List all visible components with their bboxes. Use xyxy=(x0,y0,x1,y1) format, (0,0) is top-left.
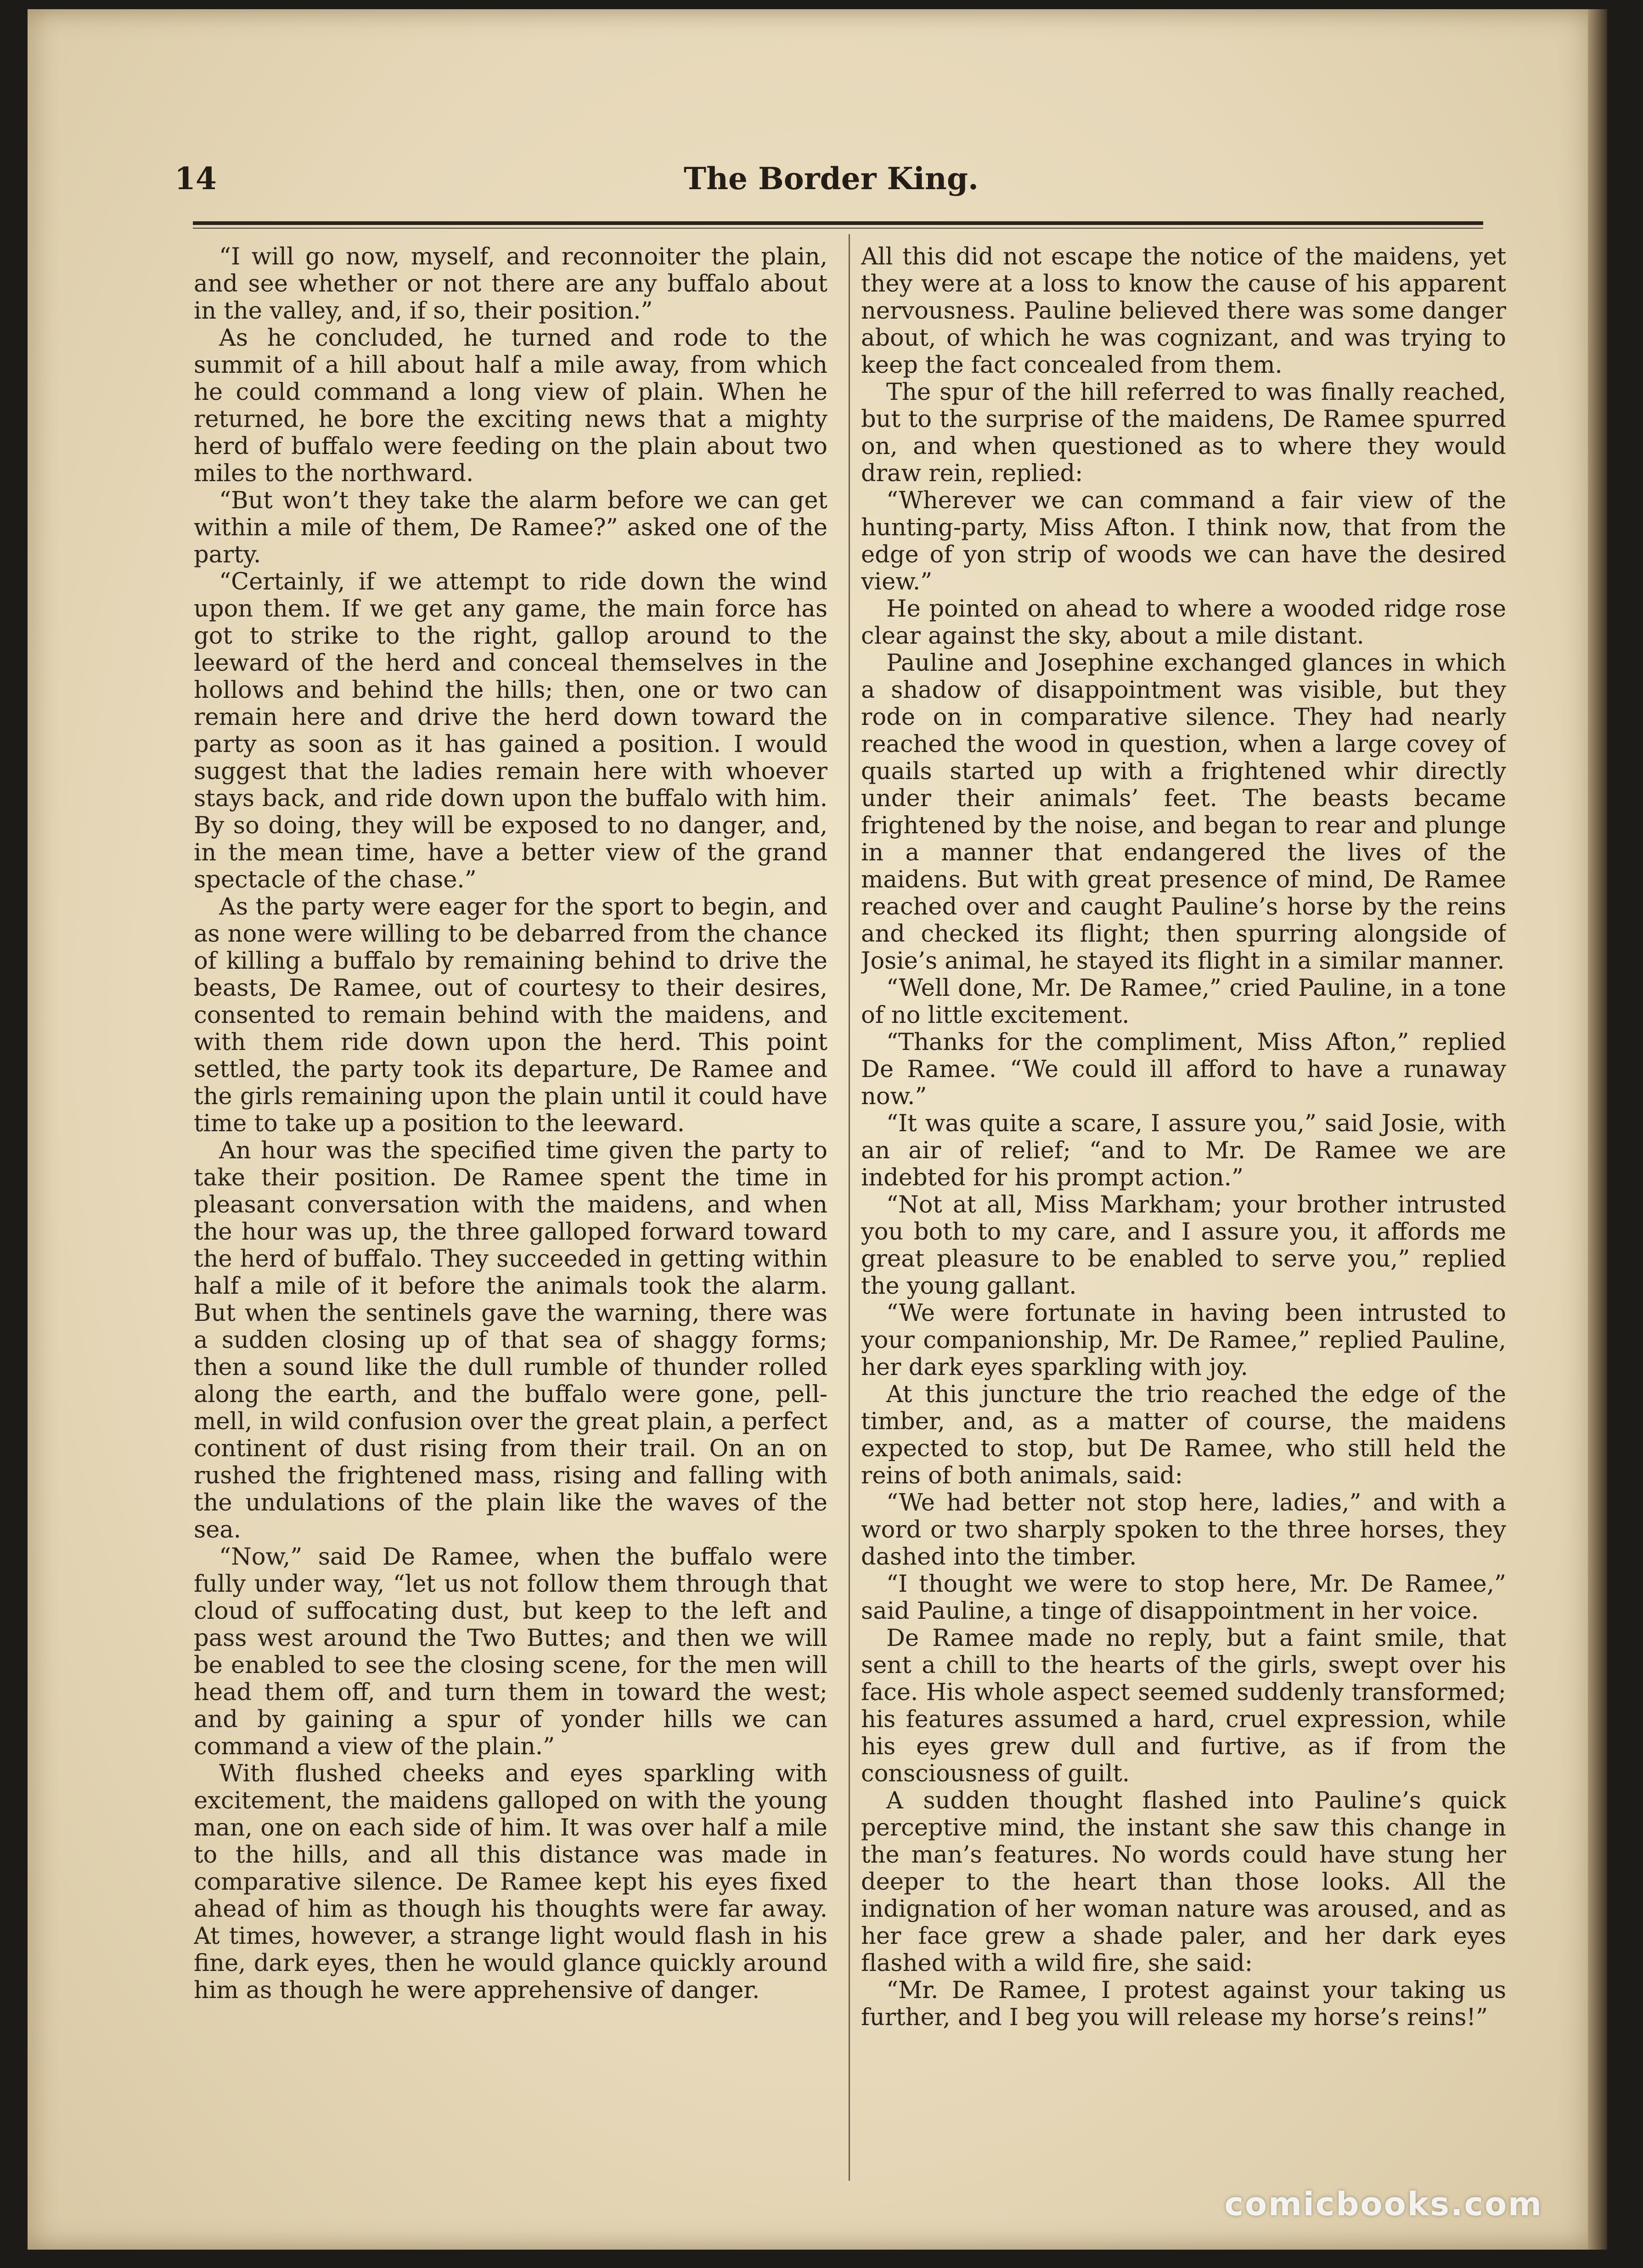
paragraph: As the party were eager for the sport to begin, and as none were willing to be debarred from the chance of killing a buffalo by remaining behind to drive the beasts, De Ramee, out of courtesy to their desires, consented to remain behind with the maidens, and with them ride down upon the herd. This point settled, the party took its departure, De Ramee and the girls remaining upon the plain until it could have time to take up a position to the leeward. xyxy=(194,893,827,1137)
paragraph: The spur of the hill referred to was finally reached, but to the surprise of the maidens, De Ramee spurred on, and when questioned as to where they would draw rein, replied: xyxy=(861,379,1506,487)
paragraph: With flushed cheeks and eyes sparkling with excitement, the maidens galloped on with the young man, one on each side of him. It was over half a mile to the hills, and all this distance was made in comparative silence. De Ramee kept his eyes fixed ahead of him as though his thoughts were far away. At times, however, a strange light would flash in his fine, dark eyes, then he would glance quickly around him as though he were apprehensive of danger. xyxy=(194,1760,827,2004)
page-number: 14 xyxy=(174,161,217,196)
paragraph: “Well done, Mr. De Ramee,” cried Pauline, in a tone of no little excitement. xyxy=(861,975,1506,1029)
paragraph: Pauline and Josephine exchanged glances in which a shadow of disappointment was visible, but they rode on in comparative silence. They had nearly reached the wood in question, when a large covey of quails started up with a frightened whir directly under their animals’ feet. The beasts became frightened by the noise, and began to rear and plunge in a manner that endangered the lives of the maidens. But with great presence of mind, De Ramee reached over and caught Pauline’s horse by the reins and checked its flight; then spurring alongside of Josie’s animal, he stayed its flight in a similar manner. xyxy=(861,650,1506,975)
paragraph: “Now,” said De Ramee, when the buffalo were fully under way, “let us not follow them through that cloud of suffocating dust, but keep to the left and pass west around the Two Buttes; and then we will be enabled to see the closing scene, for the men will head them off, and turn them in toward the west; and by gaining a spur of yonder hills we can command a view of the plain.” xyxy=(194,1544,827,1760)
running-title: The Border King. xyxy=(683,161,979,196)
paragraph: At this juncture the trio reached the edge of the timber, and, as a matter of course, the maidens expected to stop, but De Ramee, who still held the reins of both animals, said: xyxy=(861,1381,1506,1489)
paragraph: “I thought we were to stop here, Mr. De Ramee,” said Pauline, a tinge of disappointment in her voice. xyxy=(861,1571,1506,1625)
paragraph: “We were fortunate in having been intrusted to your companionship, Mr. De Ramee,” replied Pauline, her dark eyes sparkling with joy. xyxy=(861,1300,1506,1381)
paragraph: A sudden thought flashed into Pauline’s quick perceptive mind, the instant she saw this change in the man’s features. No words could have stung her deeper to the heart than those looks. All the indignation of her woman nature was aroused, and as her face grew a shade paler, and her dark eyes flashed with a wild fire, she said: xyxy=(861,1787,1506,1977)
paragraph: All this did not escape the notice of the maidens, yet they were at a loss to know the cause of his apparent nervousness. Pauline believed there was some danger about, of which he was cognizant, and was trying to keep the fact concealed from them. xyxy=(861,243,1506,379)
paragraph: “Thanks for the compliment, Miss Afton,” replied De Ramee. “We could ill afford to have a runaway now.” xyxy=(861,1029,1506,1110)
page-header xyxy=(174,161,1488,216)
paragraph: “Wherever we can command a fair view of the hunting-party, Miss Afton. I think now, that from the edge of yon strip of woods we can have the desired view.” xyxy=(861,487,1506,595)
paragraph: “Not at all, Miss Markham; your brother intrusted you both to my care, and I assure you, it affords me great pleasure to be enabled to serve you,” replied the young gallant. xyxy=(861,1191,1506,1300)
paragraph: De Ramee made no reply, but a faint smile, that sent a chill to the hearts of the girls, swept over his face. His whole aspect seemed suddenly transformed; his features assumed a hard, cruel expression, while his eyes grew dull and furtive, as if from the consciousness of guilt. xyxy=(861,1625,1506,1787)
paragraph: He pointed on ahead to where a wooded ridge rose clear against the sky, about a mile distant. xyxy=(861,595,1506,650)
paragraph: “I will go now, myself, and reconnoiter the plain, and see whether or not there are any buffalo about in the valley, and, if so, their position.” xyxy=(194,243,827,325)
header-rule-thin xyxy=(193,228,1483,229)
magazine-page xyxy=(28,9,1607,2250)
paragraph: “Certainly, if we attempt to ride down the wind upon them. If we get any game, the main force has got to strike to the right, gallop around to the leeward of the herd and conceal themselves in the hollows and behind the hills; then, one or two can remain here and drive the herd down toward the party as soon as it has gained a position. I would suggest that the ladies remain here with whoever stays back, and ride down upon the buffalo with him. By so doing, they will be exposed to no danger, and, in the mean time, have a better view of the grand spectacle of the chase.” xyxy=(194,568,827,893)
paragraph: As he concluded, he turned and rode to the summit of a hill about half a mile away, from which he could command a long view of plain. When he returned, he bore the exciting news that a mighty herd of buffalo were feeding on the plain about two miles to the northward. xyxy=(194,325,827,487)
header-rule xyxy=(193,221,1483,225)
left-column xyxy=(194,243,827,2195)
site-watermark: comicbooks.com xyxy=(1224,2185,1543,2223)
page-spine-shadow xyxy=(1588,9,1607,2250)
paragraph: “Mr. De Ramee, I protest against your taking us further, and I beg you will release my horse’s reins!” xyxy=(861,1977,1506,2031)
column-divider xyxy=(849,234,850,2181)
paragraph: “It was quite a scare, I assure you,” said Josie, with an air of relief; “and to Mr. De Ramee we are indebted for his prompt action.” xyxy=(861,1110,1506,1191)
paragraph: “We had better not stop here, ladies,” and with a word or two sharply spoken to the three horses, they dashed into the timber. xyxy=(861,1489,1506,1571)
right-column xyxy=(861,243,1506,2195)
paragraph: An hour was the specified time given the party to take their position. De Ramee spent the time in pleasant conversation with the maidens, and when the hour was up, the three galloped forward toward the herd of buffalo. They succeeded in getting within half a mile of it before the animals took the alarm. But when the sentinels gave the warning, there was a sudden closing up of that sea of shaggy forms; then a sound like the dull rumble of thunder rolled along the earth, and the buffalo were gone, pell-mell, in wild confusion over the great plain, a perfect continent of dust rising from their trail. On an on rushed the frightened mass, rising and falling with the undulations of the plain like the waves of the sea. xyxy=(194,1137,827,1544)
paragraph: “But won’t they take the alarm before we can get within a mile of them, De Ramee?” asked one of the party. xyxy=(194,487,827,568)
